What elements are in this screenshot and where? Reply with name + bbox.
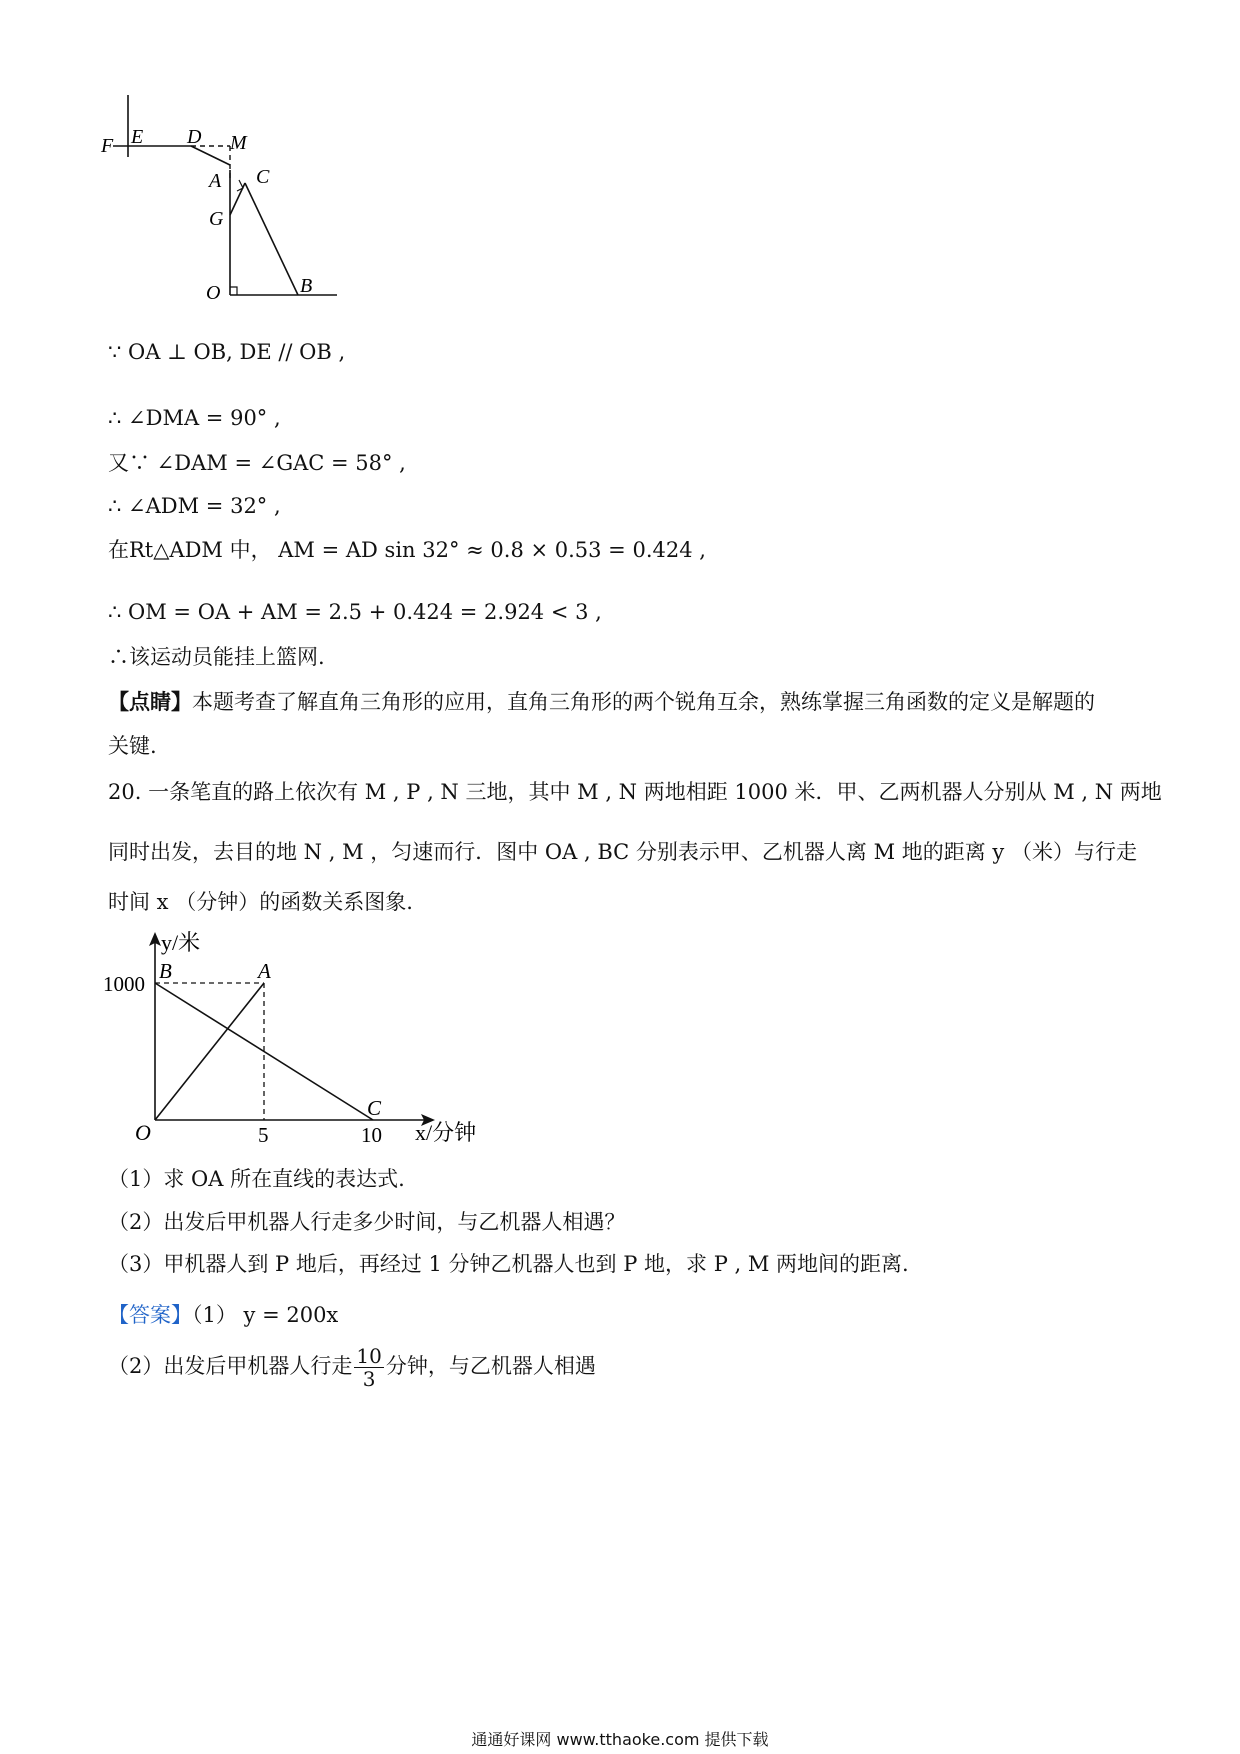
x-tick-label-5: 5 [258, 1123, 269, 1147]
geometry-figure [101, 95, 355, 310]
label-O: O [206, 282, 221, 304]
solution-line-5: 在Rt△ADM 中， AM = AD sin 32° ≈ 0.8 × 0.53 = 0.424 , [108, 538, 706, 562]
answer-tag: 【答案】 [108, 1303, 192, 1327]
comment-tag: 【点睛】 [108, 689, 192, 714]
solution-line-7: ∴该运动员能挂上篮网. [108, 645, 325, 669]
origin-label: O [135, 1120, 151, 1145]
problem-20-line-2: 同时出发，去目的地 N , M ，匀速而行．图中 OA , BC 分别表示甲、乙机器人离 M 地的距离 y （米）与行走 [108, 840, 1137, 864]
x-tick-label-10: 10 [361, 1123, 382, 1147]
answer-2-suffix: 分钟，与乙机器人相遇 [385, 1354, 596, 1378]
point-label-c: C [367, 1096, 382, 1120]
label-G: G [209, 208, 224, 230]
problem-20-line-1: 20. 一条笔直的路上依次有 M , P , N 三地，其中 M , N 两地相距 1000 米．甲、乙两机器人分别从 M , N 两地 [108, 780, 1162, 804]
footer-watermark: 通通好课网 www.tthaoke.com 提供下载 [471, 1730, 769, 1749]
fraction-numerator: 10 [356, 1344, 382, 1368]
series-line-oa [155, 983, 264, 1120]
solution-line-4: ∴ ∠ADM = 32° , [108, 494, 281, 518]
y-axis-label: y/米 [161, 930, 201, 955]
point-label-a: A [258, 959, 271, 983]
label-D: D [187, 126, 202, 148]
answer-line-1 [108, 1303, 338, 1328]
problem-20-line-3: 时间 x （分钟）的函数关系图象. [108, 890, 413, 914]
label-B: B [300, 275, 313, 297]
comment-line-1 [108, 689, 1095, 715]
comment-text-1: 本题考查了解直角三角形的应用，直角三角形的两个锐角互余，熟练掌握三角函数的定义是解题的 [192, 690, 1095, 714]
label-C: C [256, 166, 270, 188]
function-graph [95, 925, 495, 1160]
answer-line-2 [108, 1345, 596, 1390]
solution-line-6: ∴ OM = OA + AM = 2.5 + 0.424 = 2.924 < 3 , [108, 600, 602, 624]
label-F: F [101, 135, 114, 157]
question-2: （2）出发后甲机器人行走多少时间，与乙机器人相遇？ [108, 1210, 626, 1234]
solution-line-2: ∴ ∠DMA = 90° , [108, 406, 281, 430]
question-1: （1）求 OA 所在直线的表达式. [108, 1167, 405, 1191]
label-A: A [209, 170, 222, 192]
y-tick-label-1000: 1000 [103, 972, 145, 996]
answer-1: （1） y = 200x [192, 1303, 339, 1327]
label-E: E [131, 126, 144, 148]
solution-line-1: ∵ OA ⊥ OB, DE // OB , [108, 340, 346, 364]
answer-2-fraction [354, 1345, 383, 1390]
label-M: M [230, 132, 247, 154]
point-label-b: B [159, 959, 172, 983]
comment-line-2: 关键. [108, 734, 157, 758]
solution-line-3: 又∵ ∠DAM = ∠GAC = 58° , [108, 451, 406, 475]
x-axis-label: x/分钟 [415, 1120, 477, 1145]
question-3: （3）甲机器人到 P 地后，再经过 1 分钟乙机器人也到 P 地，求 P , M 两地间的距离. [108, 1252, 909, 1276]
fraction-denominator: 3 [362, 1367, 376, 1391]
answer-2-prefix: （2）出发后甲机器人行走 [108, 1354, 353, 1378]
